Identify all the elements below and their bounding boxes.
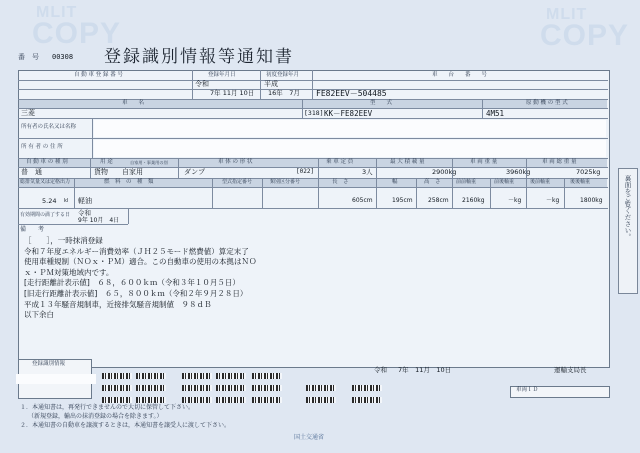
office-name: 運輸支局長	[554, 366, 587, 374]
document-title: 登録識別情報等通知書	[104, 47, 294, 67]
rf-axle-label: 後前軸重	[530, 179, 551, 185]
fr-axle: －kg	[508, 197, 522, 204]
code-block	[102, 385, 132, 391]
remarks-line: 以下余白	[24, 310, 54, 320]
note-2: ２．本通知書の自動車を譲渡するときは，本通知書を譲受人に渡して下さい。	[20, 422, 231, 429]
plate-label: 自 動 車 登 録 番 号	[74, 72, 123, 78]
use-sub: 自家用	[122, 168, 143, 176]
code-block	[216, 397, 246, 403]
number-label: 番 号	[18, 53, 39, 61]
height: 258cm	[428, 197, 449, 204]
type-no-label: 型式指定番号	[222, 179, 253, 185]
note-1: １．本通知書は，再発行できませんので大切に保管して下さい。	[20, 404, 195, 411]
first-reg-era: 平成	[264, 80, 278, 88]
ff-axle: 2160kg	[462, 197, 485, 204]
code-block	[352, 385, 382, 391]
fr-axle-label: 前後軸重	[494, 179, 515, 185]
chassis-label: 車 台 番 号	[432, 72, 488, 78]
displacement-label: 総排気量又は定格出力	[20, 179, 71, 185]
max-load: 2900kg	[432, 168, 457, 176]
remarks-text	[24, 236, 257, 321]
expiry-date: 9年 10月 4日	[78, 217, 120, 224]
gross-label: 車 両 総 重 量	[542, 159, 577, 165]
expiry-label: 有効期間の満了する日	[20, 212, 71, 218]
reverse-notice	[618, 168, 638, 294]
issue-date: 7年 11月 10日	[398, 366, 452, 374]
first-reg-date: 16年 7月	[268, 89, 300, 97]
displacement: 5.24	[42, 197, 57, 205]
remarks-line: [走行距離計表示値] ６８，６００ｋｍ（令和３年１０月５日）	[24, 278, 240, 288]
use-sub-label: 自家用・事業用の別	[130, 160, 168, 165]
length: 605cm	[352, 197, 373, 204]
capacity-label: 乗 車 定 員	[326, 159, 354, 165]
engine-label: 原 動 機 の 型 式	[526, 100, 568, 106]
gross-weight: 7025kg	[576, 168, 601, 176]
rr-axle: 1800kg	[580, 197, 603, 204]
shape-label: 車 体 の 形 状	[218, 159, 253, 165]
reverse-notice-text: 裏面をご覧ください。	[623, 175, 632, 240]
ff-axle-label: 前前軸重	[456, 179, 477, 185]
rr-axle-label: 後後軸重	[570, 179, 591, 185]
code-block	[136, 385, 166, 391]
code-block	[182, 373, 212, 379]
length-label: 長 さ	[332, 179, 349, 185]
code-block	[102, 373, 132, 379]
code-block	[306, 397, 336, 403]
remarks-line: ｘ・ＰＭ対策地域内です。	[24, 267, 114, 277]
type-label: 自 動 車 の 種 別	[26, 159, 68, 165]
code-block	[216, 385, 246, 391]
note-1b: （新規登録，輸出の抹消登録の場合を除きます。）	[28, 413, 163, 420]
displacement-unit: kl	[64, 198, 69, 204]
code-block	[136, 373, 166, 379]
user-label: 所 有 者 の 住 所	[21, 144, 63, 150]
fuel-type: 軽油	[78, 197, 92, 205]
car-id-label: 車両ＩＤ	[516, 387, 539, 393]
reg-date: 7年 11月 10日	[210, 89, 255, 97]
code-block	[352, 397, 382, 403]
remarks-line: 平成１３年騒音規制車，近接排気騒音規制値 ９８ｄＢ	[24, 299, 212, 309]
reg-era: 令和	[195, 80, 209, 88]
rf-axle: －kg	[546, 197, 560, 204]
remarks-label: 備 考	[20, 226, 45, 233]
code-block	[252, 373, 282, 379]
watermark-copy-right: COPY	[540, 19, 630, 52]
vehicle-type: 普 通	[21, 168, 42, 176]
issue-era: 令和	[374, 366, 387, 374]
watermark-copy: COPY	[32, 17, 122, 50]
width: 195cm	[392, 197, 413, 204]
owner-label: 所有者の氏名又は名称	[21, 124, 77, 130]
model-code: [318]	[304, 109, 324, 117]
model: KK－FE82EEV	[324, 109, 373, 118]
issuer: 国土交通省	[294, 434, 325, 441]
shape-code: [022]	[296, 168, 315, 175]
code-block	[182, 397, 212, 403]
vehicle-weight: 3960kg	[506, 168, 531, 176]
fuel-label: 燃 料 の 種 類	[104, 179, 154, 185]
watermark-mlit-right: MLIT	[546, 6, 588, 23]
model-label: 型 式	[370, 100, 393, 106]
use: 貨物	[94, 168, 108, 176]
use-label: 用 途	[100, 159, 113, 165]
code-label: 登録識別情報	[32, 361, 66, 367]
first-reg-label: 初度登録年月	[266, 72, 300, 78]
load-label: 最 大 積 載 量	[390, 159, 425, 165]
code-block	[252, 385, 282, 391]
expiry-era: 令和	[78, 209, 91, 217]
document-number: 00308	[52, 53, 74, 61]
remarks-line: ［ ］，一時抹消登録	[24, 236, 103, 245]
code-block	[136, 397, 166, 403]
owner-name-redacted	[94, 120, 606, 137]
remarks-line: 使用車種規制（ＮＯｘ・ＰＭ）適合。この自動車の使用の本拠はＮＯ	[24, 257, 257, 267]
remarks-line: 令和７年度エネルギー消費効率（ＪＨ２５モード燃費値）算定末了	[24, 246, 249, 256]
code-block	[216, 373, 246, 379]
class-no-label: 類別区分番号	[270, 179, 301, 185]
weight-label: 車 両 重 量	[470, 159, 498, 165]
document-sheet	[12, 10, 612, 448]
chassis-number: FE82EEV－504485	[316, 89, 387, 98]
watermark-mlit: MLIT	[36, 4, 78, 21]
vehicle-name: 三菱	[21, 109, 35, 117]
height-label: 高 さ	[424, 179, 441, 185]
name-label: 車 名	[122, 100, 145, 106]
width-label: 幅	[392, 179, 398, 185]
owner-address-redacted	[94, 140, 606, 157]
reg-date-label: 登録年月日	[208, 72, 236, 78]
engine-type: 4M51	[486, 109, 505, 118]
code-block	[252, 397, 282, 403]
capacity: 3人	[362, 168, 373, 176]
code-block	[182, 385, 212, 391]
remarks-line: [旧走行距離計表示値] ６５，８００ｋｍ（令和２年９月２８日）	[24, 288, 248, 298]
code-redacted	[16, 374, 96, 384]
code-block	[306, 385, 336, 391]
code-block	[102, 397, 132, 403]
body-shape: ダンプ	[184, 168, 206, 176]
